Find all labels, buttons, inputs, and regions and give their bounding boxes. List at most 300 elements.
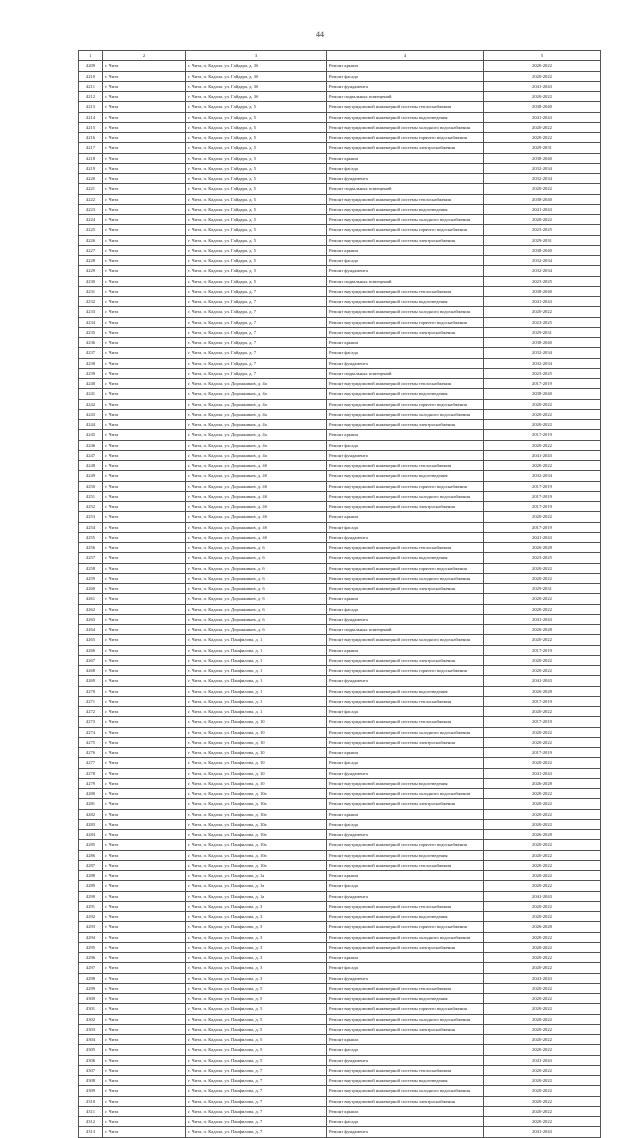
work-type-cell: Ремонт крыши: [327, 1106, 484, 1116]
work-type-cell: Ремонт крыши: [327, 645, 484, 655]
table-row: [79, 143, 601, 153]
row-index-cell: 4262: [79, 604, 103, 614]
municipality-cell: г. Чита: [103, 748, 186, 758]
address-cell: г. Чита, п. Кадала, ул. Панфилова, д. 3: [186, 973, 327, 983]
row-index-cell: 4210: [79, 71, 103, 81]
municipality-cell: г. Чита: [103, 317, 186, 327]
work-type-cell: Ремонт внутридомовой инженерной системы электроснабжения: [327, 1096, 484, 1106]
row-index-cell: 4309: [79, 1086, 103, 1096]
address-cell: г. Чита, п. Кадала, ул. Гайдара, д. 5: [186, 266, 327, 276]
row-index-cell: 4291: [79, 901, 103, 911]
municipality-cell: г. Чита: [103, 204, 186, 214]
municipality-cell: г. Чита: [103, 840, 186, 850]
work-type-cell: Ремонт внутридомовой инженерной системы горячего водоснабжения: [327, 666, 484, 676]
period-cell: 2038-2040: [484, 102, 601, 112]
table-row: [79, 645, 601, 655]
row-index-cell: 4241: [79, 389, 103, 399]
address-cell: г. Чита, п. Кадала, ул. Дорожников, д. 4а: [186, 420, 327, 430]
period-cell: 2038-2040: [484, 389, 601, 399]
address-cell: г. Чита, п. Кадала, ул. Панфилова, д. 1: [186, 655, 327, 665]
work-type-cell: Ремонт внутридомовой инженерной системы электроснабжения: [327, 235, 484, 245]
period-cell: 2041-2043: [484, 891, 601, 901]
row-index-cell: 4313: [79, 1127, 103, 1137]
row-index-cell: 4278: [79, 768, 103, 778]
row-index-cell: 4257: [79, 553, 103, 563]
row-index-cell: 4266: [79, 645, 103, 655]
address-cell: г. Чита, п. Кадала, ул. Дорожников, д. 4а: [186, 430, 327, 440]
work-type-cell: Ремонт внутридомовой инженерной системы теплоснабжения: [327, 1065, 484, 1075]
address-cell: г. Чита, п. Кадала, ул. Гайдара, д. 7: [186, 348, 327, 358]
table-row: [79, 307, 601, 317]
row-index-cell: 4219: [79, 163, 103, 173]
period-cell: 2020-2022: [484, 789, 601, 799]
column-number: 2: [103, 51, 186, 61]
table-row: [79, 399, 601, 409]
address-cell: г. Чита, п. Кадала, ул. Дорожников, д. 4а: [186, 379, 327, 389]
municipality-cell: г. Чита: [103, 707, 186, 717]
address-cell: г. Чита, п. Кадала, ул. Дорожников, д. 4б: [186, 532, 327, 542]
row-index-cell: 4218: [79, 153, 103, 163]
work-type-cell: Ремонт крыши: [327, 61, 484, 71]
address-cell: г. Чита, п. Кадала, ул. Панфилова, д. 3: [186, 922, 327, 932]
table-row: [79, 286, 601, 296]
address-cell: г. Чита, п. Кадала, ул. Панфилова, д. 5: [186, 1055, 327, 1065]
municipality-cell: г. Чита: [103, 676, 186, 686]
period-cell: 2020-2022: [484, 1065, 601, 1075]
address-cell: г. Чита, п. Кадала, ул. Гайдара, д. 5: [186, 143, 327, 153]
table-row: [79, 625, 601, 635]
table-row: [79, 1117, 601, 1127]
table-row: [79, 420, 601, 430]
row-index-cell: 4304: [79, 1035, 103, 1045]
address-cell: г. Чита, п. Кадала, ул. Панфилова, д. 10а: [186, 799, 327, 809]
period-cell: 2017-2019: [484, 491, 601, 501]
address-cell: г. Чита, п. Кадала, ул. Панфилова, д. 1: [186, 707, 327, 717]
address-cell: г. Чита, п. Кадала, ул. Панфилова, д. 3: [186, 912, 327, 922]
municipality-cell: г. Чита: [103, 686, 186, 696]
row-index-cell: 4249: [79, 471, 103, 481]
work-type-cell: Ремонт фундамента: [327, 1055, 484, 1065]
work-type-cell: Ремонт крыши: [327, 430, 484, 440]
period-cell: 2041-2043: [484, 973, 601, 983]
work-registry-table: [78, 50, 601, 1138]
address-cell: г. Чита, п. Кадала, ул. Панфилова, д. 7: [186, 1086, 327, 1096]
table-row: [79, 71, 601, 81]
municipality-cell: г. Чита: [103, 901, 186, 911]
table-row: [79, 266, 601, 276]
period-cell: 2020-2022: [484, 1076, 601, 1086]
period-cell: 2020-2022: [484, 983, 601, 993]
municipality-cell: г. Чита: [103, 563, 186, 573]
municipality-cell: г. Чита: [103, 276, 186, 286]
work-type-cell: Ремонт внутридомовой инженерной системы электроснабжения: [327, 655, 484, 665]
address-cell: г. Чита, п. Кадала, ул. Панфилова, д. 3: [186, 942, 327, 952]
municipality-cell: г. Чита: [103, 112, 186, 122]
municipality-cell: г. Чита: [103, 604, 186, 614]
row-index-cell: 4227: [79, 245, 103, 255]
work-type-cell: Ремонт подвальных помещений: [327, 184, 484, 194]
municipality-cell: г. Чита: [103, 491, 186, 501]
work-type-cell: Ремонт фасада: [327, 963, 484, 973]
work-type-cell: Ремонт подвальных помещений: [327, 625, 484, 635]
row-index-cell: 4228: [79, 256, 103, 266]
period-cell: 2026-2028: [484, 625, 601, 635]
row-index-cell: 4242: [79, 399, 103, 409]
row-index-cell: 4276: [79, 748, 103, 758]
period-cell: 2020-2022: [484, 912, 601, 922]
work-type-cell: Ремонт внутридомовой инженерной системы электроснабжения: [327, 143, 484, 153]
period-cell: 2020-2022: [484, 1086, 601, 1096]
table-row: [79, 789, 601, 799]
period-cell: 2020-2022: [484, 635, 601, 645]
table-row: [79, 235, 601, 245]
address-cell: г. Чита, п. Кадала, ул. Панфилова, д. 5: [186, 994, 327, 1004]
work-type-cell: Ремонт фундамента: [327, 676, 484, 686]
work-type-cell: Ремонт фундамента: [327, 174, 484, 184]
table-row: [79, 389, 601, 399]
row-index-cell: 4287: [79, 860, 103, 870]
address-cell: г. Чита, п. Кадала, ул. Панфилова, д. 3: [186, 932, 327, 942]
municipality-cell: г. Чита: [103, 645, 186, 655]
work-type-cell: Ремонт крыши: [327, 594, 484, 604]
address-cell: г. Чита, п. Кадала, ул. Гайдара, д. 7: [186, 338, 327, 348]
period-cell: 2038-2040: [484, 245, 601, 255]
table-row: [79, 953, 601, 963]
period-cell: 2020-2022: [484, 666, 601, 676]
table-row: [79, 768, 601, 778]
period-cell: 2020-2022: [484, 92, 601, 102]
row-index-cell: 4294: [79, 932, 103, 942]
period-cell: 2020-2022: [484, 727, 601, 737]
table-row: [79, 758, 601, 768]
row-index-cell: 4222: [79, 194, 103, 204]
table-row: [79, 276, 601, 286]
period-cell: 2020-2022: [484, 573, 601, 583]
work-type-cell: Ремонт внутридомовой инженерной системы холодного водоснабжения: [327, 573, 484, 583]
municipality-cell: г. Чита: [103, 430, 186, 440]
table-row: [79, 297, 601, 307]
table-row: [79, 512, 601, 522]
municipality-cell: г. Чита: [103, 266, 186, 276]
table-row: [79, 676, 601, 686]
work-type-cell: Ремонт фундамента: [327, 450, 484, 460]
municipality-cell: г. Чита: [103, 512, 186, 522]
table-row: [79, 1106, 601, 1116]
table-row: [79, 830, 601, 840]
period-cell: 2041-2043: [484, 676, 601, 686]
table-row: [79, 215, 601, 225]
work-type-cell: Ремонт фасада: [327, 758, 484, 768]
address-cell: г. Чита, п. Кадала, ул. Панфилова, д. 5: [186, 1004, 327, 1014]
period-cell: 2020-2022: [484, 420, 601, 430]
work-type-cell: Ремонт внутридомовой инженерной системы теплоснабжения: [327, 379, 484, 389]
municipality-cell: г. Чита: [103, 1055, 186, 1065]
municipality-cell: г. Чита: [103, 932, 186, 942]
address-cell: г. Чита, п. Кадала, ул. Панфилова, д. 7: [186, 1127, 327, 1137]
table-row: [79, 994, 601, 1004]
municipality-cell: г. Чита: [103, 1106, 186, 1116]
work-type-cell: Ремонт внутридомовой инженерной системы электроснабжения: [327, 502, 484, 512]
address-cell: г. Чита, п. Кадала, ул. Дорожников, д. 4а: [186, 440, 327, 450]
table-row: [79, 553, 601, 563]
work-type-cell: Ремонт внутридомовой инженерной системы теплоснабжения: [327, 983, 484, 993]
address-cell: г. Чита, п. Кадала, ул. Панфилова, д. 5: [186, 1045, 327, 1055]
address-cell: г. Чита, п. Кадала, ул. Панфилова, д. 1а: [186, 871, 327, 881]
address-cell: г. Чита, п. Кадала, ул. Панфилова, д. 5: [186, 1024, 327, 1034]
address-cell: г. Чита, п. Кадала, ул. Дорожников, д. 6: [186, 625, 327, 635]
period-cell: 2020-2022: [484, 881, 601, 891]
municipality-cell: г. Чита: [103, 553, 186, 563]
row-index-cell: 4284: [79, 830, 103, 840]
address-cell: г. Чита, п. Кадала, ул. Панфилова, д. 7: [186, 1096, 327, 1106]
municipality-cell: г. Чита: [103, 953, 186, 963]
row-index-cell: 4236: [79, 338, 103, 348]
period-cell: 2038-2040: [484, 194, 601, 204]
address-cell: г. Чита, п. Кадала, ул. Гайдара, д. 3б: [186, 92, 327, 102]
table-row: [79, 1035, 601, 1045]
work-type-cell: Ремонт внутридомовой инженерной системы теплоснабжения: [327, 717, 484, 727]
table-row: [79, 1014, 601, 1024]
address-cell: г. Чита, п. Кадала, ул. Гайдара, д. 3б: [186, 61, 327, 71]
row-index-cell: 4234: [79, 317, 103, 327]
row-index-cell: 4306: [79, 1055, 103, 1065]
row-index-cell: 4302: [79, 1014, 103, 1024]
address-cell: г. Чита, п. Кадала, ул. Панфилова, д. 1: [186, 635, 327, 645]
municipality-cell: г. Чита: [103, 389, 186, 399]
column-number: 3: [186, 51, 327, 61]
table-row: [79, 635, 601, 645]
table-row: [79, 532, 601, 542]
work-type-cell: Ремонт фасада: [327, 522, 484, 532]
work-type-cell: Ремонт внутридомовой инженерной системы горячего водоснабжения: [327, 840, 484, 850]
address-cell: г. Чита, п. Кадала, ул. Гайдара, д. 7: [186, 297, 327, 307]
period-cell: 2038-2040: [484, 286, 601, 296]
municipality-cell: г. Чита: [103, 245, 186, 255]
row-index-cell: 4272: [79, 707, 103, 717]
table-row: [79, 61, 601, 71]
table-row: [79, 1004, 601, 1014]
row-index-cell: 4298: [79, 973, 103, 983]
work-type-cell: Ремонт внутридомовой инженерной системы водоотведения: [327, 994, 484, 1004]
municipality-cell: г. Чита: [103, 368, 186, 378]
municipality-cell: г. Чита: [103, 860, 186, 870]
work-type-cell: Ремонт внутридомовой инженерной системы горячего водоснабжения: [327, 481, 484, 491]
row-index-cell: 4283: [79, 819, 103, 829]
table-row: [79, 122, 601, 132]
work-type-cell: Ремонт фасада: [327, 707, 484, 717]
address-cell: г. Чита, п. Кадала, ул. Панфилова, д. 10а: [186, 850, 327, 860]
municipality-cell: г. Чита: [103, 297, 186, 307]
row-index-cell: 4297: [79, 963, 103, 973]
period-cell: 2020-2022: [484, 1004, 601, 1014]
address-cell: г. Чита, п. Кадала, ул. Дорожников, д. 6: [186, 614, 327, 624]
municipality-cell: г. Чита: [103, 1096, 186, 1106]
row-index-cell: 4223: [79, 204, 103, 214]
table-row: [79, 840, 601, 850]
work-type-cell: Ремонт внутридомовой инженерной системы водоотведения: [327, 112, 484, 122]
table-row: [79, 430, 601, 440]
row-index-cell: 4263: [79, 614, 103, 624]
table-row: [79, 912, 601, 922]
period-cell: 2041-2043: [484, 614, 601, 624]
work-type-cell: Ремонт внутридомовой инженерной системы холодного водоснабжения: [327, 932, 484, 942]
row-index-cell: 4237: [79, 348, 103, 358]
address-cell: г. Чита, п. Кадала, ул. Панфилова, д. 1а: [186, 891, 327, 901]
work-type-cell: Ремонт внутридомовой инженерной системы водоотведения: [327, 553, 484, 563]
municipality-cell: г. Чита: [103, 737, 186, 747]
address-cell: г. Чита, п. Кадала, ул. Дорожников, д. 6: [186, 594, 327, 604]
address-cell: г. Чита, п. Кадала, ул. Панфилова, д. 5: [186, 983, 327, 993]
work-type-cell: Ремонт внутридомовой инженерной системы водоотведения: [327, 778, 484, 788]
address-cell: г. Чита, п. Кадала, ул. Гайдара, д. 7: [186, 317, 327, 327]
address-cell: г. Чита, п. Кадала, ул. Панфилова, д. 3: [186, 963, 327, 973]
work-type-cell: Ремонт внутридомовой инженерной системы холодного водоснабжения: [327, 307, 484, 317]
row-index-cell: 4213: [79, 102, 103, 112]
work-type-cell: Ремонт внутридомовой инженерной системы электроснабжения: [327, 737, 484, 747]
table-row: [79, 932, 601, 942]
table-row: [79, 153, 601, 163]
work-type-cell: Ремонт внутридомовой инженерной системы водоотведения: [327, 1076, 484, 1086]
table-row: [79, 922, 601, 932]
table-row: [79, 461, 601, 471]
period-cell: 2041-2043: [484, 532, 601, 542]
period-cell: 2041-2043: [484, 450, 601, 460]
table-row: [79, 1096, 601, 1106]
table-row: [79, 850, 601, 860]
address-cell: г. Чита, п. Кадала, ул. Дорожников, д. 6: [186, 604, 327, 614]
address-cell: г. Чита, п. Кадала, ул. Дорожников, д. 4а: [186, 450, 327, 460]
period-cell: 2041-2043: [484, 1055, 601, 1065]
address-cell: г. Чита, п. Кадала, ул. Дорожников, д. 6: [186, 553, 327, 563]
row-index-cell: 4292: [79, 912, 103, 922]
row-index-cell: 4215: [79, 122, 103, 132]
period-cell: 2020-2022: [484, 901, 601, 911]
work-type-cell: Ремонт внутридомовой инженерной системы горячего водоснабжения: [327, 1004, 484, 1014]
municipality-cell: г. Чита: [103, 153, 186, 163]
period-cell: 2029-2031: [484, 327, 601, 337]
municipality-cell: г. Чита: [103, 522, 186, 532]
table-row: [79, 543, 601, 553]
table-row: [79, 245, 601, 255]
work-type-cell: Ремонт фасада: [327, 256, 484, 266]
period-cell: 2041-2043: [484, 204, 601, 214]
row-index-cell: 4264: [79, 625, 103, 635]
municipality-cell: г. Чита: [103, 471, 186, 481]
address-cell: г. Чита, п. Кадала, ул. Дорожников, д. 4б: [186, 471, 327, 481]
period-cell: 2020-2022: [484, 963, 601, 973]
period-cell: 2020-2022: [484, 1106, 601, 1116]
table-row: [79, 1127, 601, 1137]
municipality-cell: г. Чита: [103, 912, 186, 922]
municipality-cell: г. Чита: [103, 1065, 186, 1075]
row-index-cell: 4209: [79, 61, 103, 71]
work-type-cell: Ремонт фасада: [327, 819, 484, 829]
row-index-cell: 4248: [79, 461, 103, 471]
period-cell: 2017-2019: [484, 696, 601, 706]
table-row: [79, 594, 601, 604]
municipality-cell: г. Чита: [103, 573, 186, 583]
work-type-cell: Ремонт внутридомовой инженерной системы теплоснабжения: [327, 102, 484, 112]
work-type-cell: Ремонт внутридомовой инженерной системы теплоснабжения: [327, 194, 484, 204]
period-cell: 2017-2019: [484, 502, 601, 512]
period-cell: 2020-2022: [484, 799, 601, 809]
period-cell: 2020-2022: [484, 819, 601, 829]
row-index-cell: 4239: [79, 368, 103, 378]
period-cell: 2020-2022: [484, 655, 601, 665]
period-cell: 2020-2022: [484, 1045, 601, 1055]
work-type-cell: Ремонт внутридомовой инженерной системы электроснабжения: [327, 1024, 484, 1034]
row-index-cell: 4285: [79, 840, 103, 850]
table-row: [79, 409, 601, 419]
address-cell: г. Чита, п. Кадала, ул. Дорожников, д. 4б: [186, 512, 327, 522]
period-cell: 2026-2028: [484, 922, 601, 932]
address-cell: г. Чита, п. Кадала, ул. Панфилова, д. 10: [186, 768, 327, 778]
table-row: [79, 604, 601, 614]
municipality-cell: г. Чита: [103, 963, 186, 973]
municipality-cell: г. Чита: [103, 819, 186, 829]
address-cell: г. Чита, п. Кадала, ул. Дорожников, д. 6: [186, 573, 327, 583]
row-index-cell: 4250: [79, 481, 103, 491]
address-cell: г. Чита, п. Кадала, ул. Панфилова, д. 7: [186, 1117, 327, 1127]
address-cell: г. Чита, п. Кадала, ул. Гайдара, д. 3б: [186, 71, 327, 81]
work-type-cell: Ремонт фасада: [327, 604, 484, 614]
row-index-cell: 4229: [79, 266, 103, 276]
municipality-cell: г. Чита: [103, 92, 186, 102]
work-type-cell: Ремонт фундамента: [327, 830, 484, 840]
work-type-cell: Ремонт внутридомовой инженерной системы теплоснабжения: [327, 543, 484, 553]
address-cell: г. Чита, п. Кадала, ул. Гайдара, д. 5: [186, 256, 327, 266]
work-type-cell: Ремонт подвальных помещений: [327, 276, 484, 286]
table-row: [79, 358, 601, 368]
address-cell: г. Чита, п. Кадала, ул. Панфилова, д. 3: [186, 953, 327, 963]
municipality-cell: г. Чита: [103, 338, 186, 348]
period-cell: 2041-2043: [484, 112, 601, 122]
period-cell: 2041-2043: [484, 768, 601, 778]
row-index-cell: 4261: [79, 594, 103, 604]
row-index-cell: 4273: [79, 717, 103, 727]
municipality-cell: г. Чита: [103, 307, 186, 317]
work-type-cell: Ремонт внутридомовой инженерной системы теплоснабжения: [327, 860, 484, 870]
municipality-cell: г. Чита: [103, 655, 186, 665]
row-index-cell: 4244: [79, 420, 103, 430]
table-row: [79, 481, 601, 491]
column-number-row: [79, 51, 601, 61]
work-type-cell: Ремонт внутридомовой инженерной системы холодного водоснабжения: [327, 727, 484, 737]
row-index-cell: 4246: [79, 440, 103, 450]
table-row: [79, 748, 601, 758]
period-cell: 2038-2040: [484, 338, 601, 348]
table-row: [79, 727, 601, 737]
address-cell: г. Чита, п. Кадала, ул. Гайдара, д. 7: [186, 286, 327, 296]
municipality-cell: г. Чита: [103, 194, 186, 204]
table-row: [79, 942, 601, 952]
row-index-cell: 4252: [79, 502, 103, 512]
period-cell: 2026-2028: [484, 686, 601, 696]
row-index-cell: 4232: [79, 297, 103, 307]
period-cell: 2020-2022: [484, 737, 601, 747]
row-index-cell: 4253: [79, 512, 103, 522]
period-cell: 2026-2028: [484, 778, 601, 788]
work-type-cell: Ремонт внутридомовой инженерной системы теплоснабжения: [327, 696, 484, 706]
period-cell: 2020-2022: [484, 563, 601, 573]
municipality-cell: г. Чита: [103, 235, 186, 245]
work-type-cell: Ремонт внутридомовой инженерной системы водоотведения: [327, 389, 484, 399]
work-type-cell: Ремонт внутридомовой инженерной системы электроснабжения: [327, 420, 484, 430]
table-row: [79, 891, 601, 901]
work-type-cell: Ремонт внутридомовой инженерной системы водоотведения: [327, 471, 484, 481]
period-cell: 2020-2022: [484, 1014, 601, 1024]
municipality-cell: г. Чита: [103, 799, 186, 809]
